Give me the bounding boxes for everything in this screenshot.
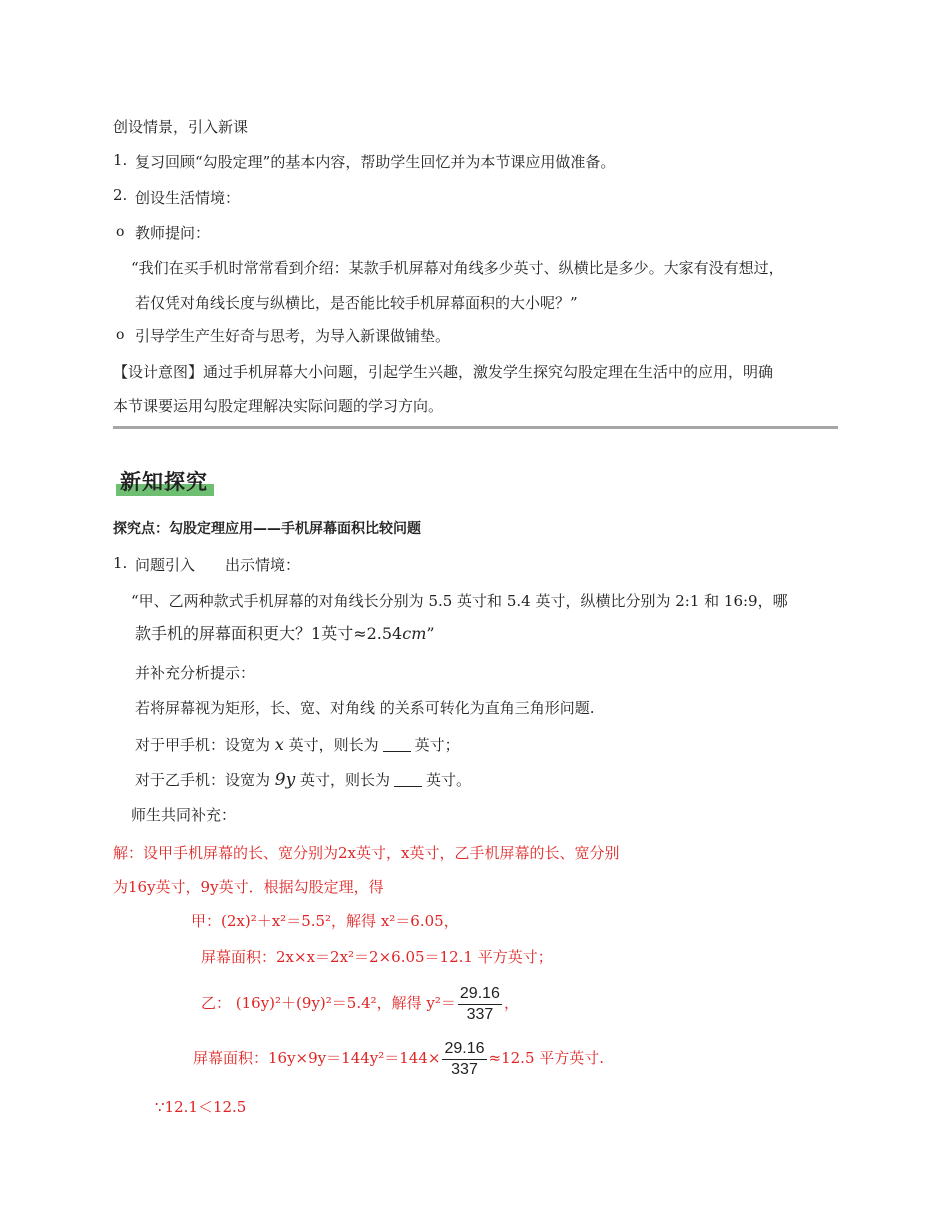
jia-setup	[135, 735, 460, 755]
because-statement: ∵12.1＜12.5	[155, 1098, 247, 1116]
yi-fraction-denominator: 337	[466, 1005, 494, 1023]
yi-setup-c: 英寸。	[425, 771, 471, 789]
together-text: 师生共同补充：	[131, 806, 237, 824]
yi-area-numerator: 29.16	[442, 1039, 486, 1060]
jia-setup-c: 英寸；	[414, 736, 460, 754]
sub1-text: 教师提问：	[135, 224, 211, 242]
yi-area	[193, 1038, 604, 1080]
sub2-text: 引导学生产生好奇与思考，为导入新课做铺垫。	[135, 327, 451, 345]
yi-blank	[394, 772, 422, 787]
jia-setup-b: 英寸，则长为	[283, 736, 379, 754]
solution-line-2: 为16y英寸，9y英寸．根据勾股定理，得	[113, 878, 384, 896]
question-title: 问题引入 出示情境：	[135, 556, 301, 574]
jia-area: 屏幕面积：2x×x＝2x²＝2×6.05＝12.1 平方英寸；	[201, 948, 553, 966]
hint-text: 若将屏幕视为矩形，长、宽、对角线 的关系可转化为直角三角形问题.	[135, 699, 595, 717]
question-line-2	[135, 624, 435, 644]
hint-title: 并补充分析提示：	[135, 664, 256, 682]
inch-conversion: 1英寸≈2.54	[311, 624, 403, 643]
bullet-marker: o	[116, 327, 125, 343]
yi-variable: 9y	[274, 770, 296, 790]
question-line-1: “甲、乙两种款式手机屏幕的对角线长分别为 5.5 英寸和 5.4 英寸，纵横比分别为 2:1 和 16:9，哪	[131, 592, 788, 610]
quote-line-2: 若仅凭对角线长度与纵横比，是否能比较手机屏幕面积的大小呢？”	[135, 294, 578, 312]
yi-fraction	[458, 984, 502, 1025]
section-heading	[116, 466, 212, 496]
item1-text: 复习回顾“勾股定理”的基本内容，帮助学生回忆并为本节课应用做准备。	[135, 153, 616, 171]
yi-area-a: 屏幕面积：16y×9y＝144y²＝144×	[193, 1049, 441, 1067]
question-number: 1.	[113, 554, 128, 572]
yi-setup-b: 英寸，则长为	[295, 771, 390, 789]
yi-setup-a: 对于乙手机：设宽为	[135, 771, 275, 789]
item1-number: 1.	[113, 151, 128, 169]
item2-text: 创设生活情境：	[135, 189, 241, 207]
item2-number: 2.	[113, 186, 128, 204]
design-intent-line-2: 本节课要运用勾股定理解决实际问题的学习方向。	[113, 397, 444, 415]
bullet-marker: o	[116, 224, 125, 240]
yi-equation-a: 乙： (16y)²＋(9y)²＝5.4²，解得 y²＝	[201, 994, 456, 1012]
jia-equation: 甲：(2x)²＋x²＝5.5²，解得 x²＝6.05，	[191, 912, 459, 930]
yi-area-fraction	[442, 1039, 486, 1080]
section-heading-text: 新知探究	[120, 469, 208, 494]
jia-variable: x	[274, 735, 284, 754]
yi-area-denominator: 337	[451, 1060, 478, 1078]
section-divider	[113, 426, 838, 429]
jia-blank	[383, 737, 411, 752]
yi-area-b: ≈12.5 平方英寸.	[488, 1049, 605, 1067]
yi-setup	[135, 770, 471, 790]
yi-fraction-numerator: 29.16	[458, 984, 502, 1005]
quote-line-1: “我们在买手机时常常看到介绍：某款手机屏幕对角线多少英寸、纵横比是多少。大家有没有想过，	[131, 259, 784, 277]
unit-cm: cm	[402, 624, 427, 643]
yi-equation	[201, 983, 519, 1025]
question-line-2-text: 款手机的屏幕面积更大？	[135, 624, 312, 643]
solution-line-1: 解：设甲手机屏幕的长、宽分别为2x英寸，x英寸，乙手机屏幕的长、宽分别	[113, 844, 620, 862]
explore-point: 探究点：勾股定理应用——手机屏幕面积比较问题	[113, 521, 421, 537]
close-quote: ”	[426, 624, 435, 643]
yi-equation-b: ，	[503, 994, 519, 1012]
intro-title: 创设情景，引入新课	[113, 118, 249, 136]
jia-setup-a: 对于甲手机：设宽为	[135, 736, 275, 754]
design-intent-line-1: 【设计意图】通过手机屏幕大小问题，引起学生兴趣，激发学生探究勾股定理在生活中的应用，明确	[113, 363, 774, 381]
